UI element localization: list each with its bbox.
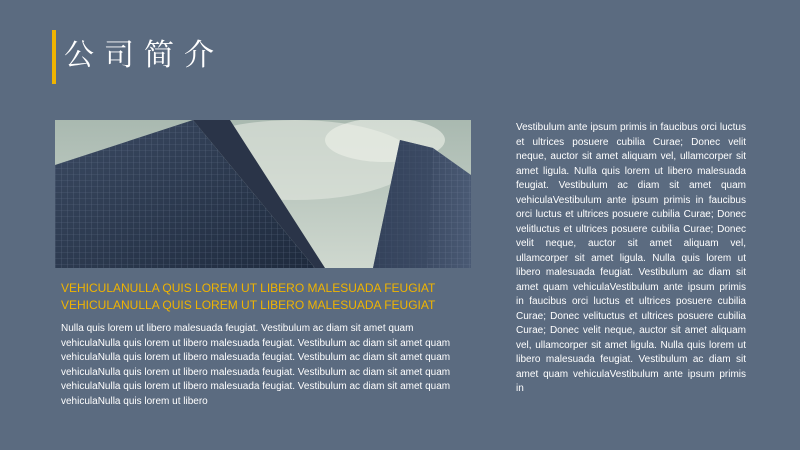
skyscrapers-photo	[55, 120, 471, 268]
body-text-right: Vestibulum ante ipsum primis in faucibus orci luctus et ultrices posuere cubilia Curae; Donec velit neque, auctor sit amet aliquam vel, ullamcorper sit amet ligula. Nulla quis lorem ut libero malesuada feugiat. Vestibulum ac diam sit amet quam vehiculaVestibulum ante ipsum primis in faucibus orci luctus et ultrices posuere cubilia Curae; Donec velitluctus et ultrices posuere cubilia Curae; Donec velit neque, auctor sit amet aliquam vel, ullamcorper sit amet ligula. Nulla quis lorem ut libero malesuada feugiat. Vestibulum ac diam sit amet quam vehiculaVestibulum ante ipsum primis in faucibus orci luctus et ultrices posuere cubilia Curae; Donec velituctus et ultrices posuere cubilia Curae; Donec velit neque, auctor sit amet aliquam vel, ullamcorper sit amet ligula. Nulla quis lorem ut libero malesuada feugiat. Vestibulum ac diam sit amet quam vehiculaVestibulum ante ipsum primis in	[516, 122, 746, 394]
page-title: 公司简介	[64, 38, 224, 73]
title-accent-bar	[52, 30, 56, 84]
body-text-left: Nulla quis lorem ut libero malesuada feugiat. Vestibulum ac diam sit amet quam vehiculaNulla quis lorem ut libero malesuada feugiat. Vestibulum ac diam sit amet quam vehiculaNulla quis lorem ut libero malesuada feugiat. Vestibulum ac diam sit amet quam vehiculaNulla quis lorem ut libero malesuada feugiat. Vestibulum ac diam sit amet quam vehiculaNulla quis lorem ut libero malesuada feugiat. Vestibulum ac diam sit amet quam vehiculaNulla quis lorem ut libero	[61, 323, 451, 407]
skyscrapers-illustration	[55, 120, 471, 268]
headline: VEHICULANULLA QUIS LOREM UT LIBERO MALESUADA FEUGIAT VEHICULANULLA QUIS LOREM UT LIBERO MALESUADA FEUGIAT	[61, 281, 436, 312]
